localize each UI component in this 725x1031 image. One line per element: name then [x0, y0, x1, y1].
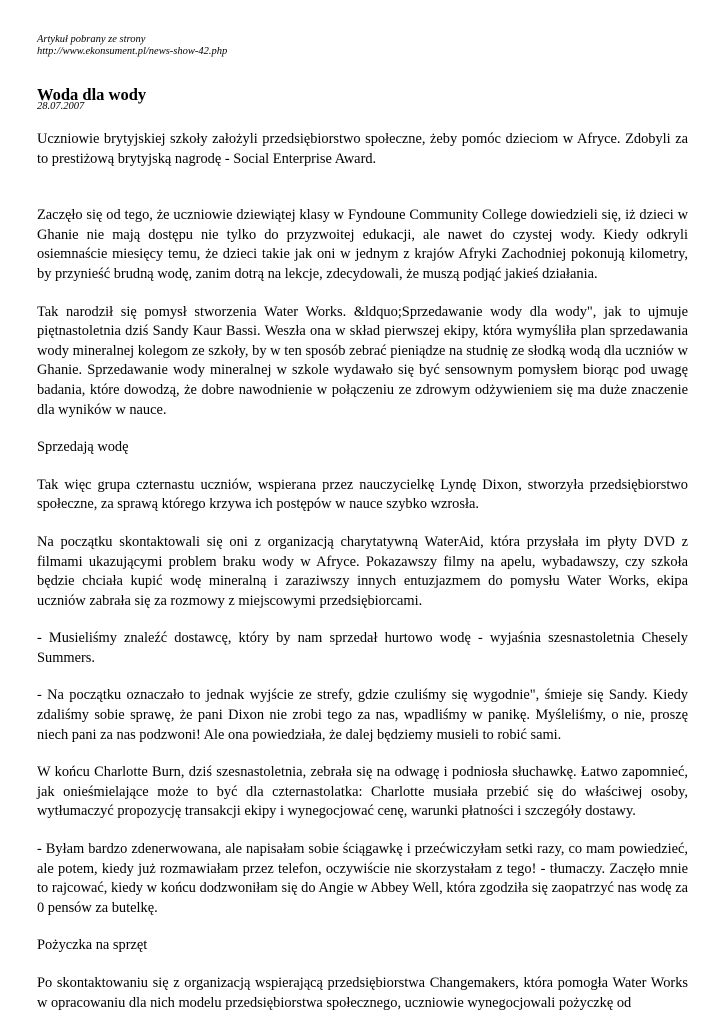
article-title: Woda dla wody: [37, 85, 147, 104]
paragraph: - Byłam bardzo zdenerwowana, ale napisałam sobie ściągawkę i przećwiczyłam setki razy, co mam powiedzieć, ale potem, kiedy już rozmawiałam przez telefon, oczywiście nie skorzystałam z tego! - tłumaczy. Zaczęło mnie to rajcować, kiedy w końcu dodzwoniłam się do Angie w Abbey Well, która zgodziła się zaopatrzyć nas wodę za 0 pensów za butelkę.: [37, 841, 688, 916]
paragraph: - Na początku oznaczało to jednak wyjście ze strefy, gdzie czuliśmy się wygodnie", śmieje się Sandy. Kiedy zdaliśmy sobie sprawę, że pani Dixon nie zrobi tego za nas, wpadliśmy w panikę. Myśleliśmy, o nie, proszę niech pani za nas podzwoni! Ale ona powiedziała, że dalej będziemy musieli to robić sami.: [37, 687, 688, 743]
section-heading: Sprzedają wodę: [37, 439, 129, 456]
paragraph: Tak narodził się pomysł stworzenia Water Works. &ldquo;Sprzedawanie wody dla wody", jak to ujmuje piętnastoletnia dziś Sandy Kaur Bassi. Weszła ona w skład pierwszej ekipy, która wymyśliła plan sprzedawania wody mineralnej kolegom ze szkoły, by w ten sposób zebrać pieniądze na studnię ze słodką wodą dla uczniów w Ghanie. Sprzedawanie wody mineralnej w szkole wydawało się być sensownym pomysłem biorąc pod uwagę badania, które dowodzą, że dobre nawodnienie w połączeniu ze zdrowym odżywieniem się ma duże znaczenie dla wyników w nauce.: [37, 303, 688, 418]
paragraph: Zaczęło się od tego, że uczniowie dziewiątej klasy w Fyndoune Community College dowiedzieli się, iż dzieci w Ghanie nie mają dostępu nie tylko do przyzwoitej edukacji, ale nawet do czystej wody. Kiedy odkryli osiemnaście miesięcy temu, że dzieci takie jak oni w jednym z krajów Afryki Zachodniej pokonują kilometry, by przynieść brudną wodę, zanim dotrą na lekcje, zdecydowali, że muszą podjąć jakieś działania.: [37, 207, 688, 282]
article-body: [37, 130, 688, 1031]
article-lead: Uczniowie brytyjskiej szkoły założyli przedsiębiorstwo społeczne, żeby pomóc dzieciom w Afryce. Zdobyli za to prestiżową brytyjską nagrodę - Social Enterprise Award.: [37, 131, 688, 167]
source-header: [37, 34, 227, 58]
paragraph: Po skontaktowaniu się z organizacją wspierającą przedsiębiorstwa Changemakers, która pomogła Water Works w opracowaniu dla nich modelu przedsiębiorstwa społecznego, uczniowie wynegocjowali pożyczkę od: [37, 975, 688, 1011]
paragraph: Tak więc grupa czternastu uczniów, wspierana przez nauczycielkę Lyndę Dixon, stworzyła przedsiębiorstwo społeczne, za sprawą którego krzywa ich postępów w nauce szybko wzrosła.: [37, 476, 688, 513]
source-url: http://www.ekonsument.pl/news-show-42.php: [37, 46, 228, 57]
paragraph: Na początku skontaktowali się oni z organizacją charytatywną WaterAid, która przysłała im płyty DVD z filmami ukazującymi problem braku wody w Afryce. Pokazawszy filmy na apelu, wybadawszy, czy szkoła będzie chciała kupić wodę mineralną i zaraziwszy innych entuzjazmem do pomysłu Water Works, ekipa uczniów zabrała się za rozmowy z miejscowymi przedsiębiorcami.: [37, 533, 688, 609]
article-date: 28.07.2007: [37, 101, 85, 112]
paragraph: - Musieliśmy znaleźć dostawcę, który by nam sprzedał hurtowo wodę - wyjaśnia szesnastoletnia Chesely Summers.: [37, 630, 688, 666]
source-label: Artykuł pobrany ze strony: [37, 34, 146, 45]
paragraph: W końcu Charlotte Burn, dziś szesnastoletnia, zebrała się na odwagę i podniosła słuchawkę. Łatwo zapomnieć, jak onieśmielające może to być dla czternastolatka: Charlotte musiała przebić się do właściwej osoby, wytłumaczyć propozycję transakcji ekipy i wynegocjować cenę, warunki płatności i szczegóły dostawy.: [37, 764, 688, 820]
section-heading: Pożyczka na sprzęt: [37, 937, 148, 954]
